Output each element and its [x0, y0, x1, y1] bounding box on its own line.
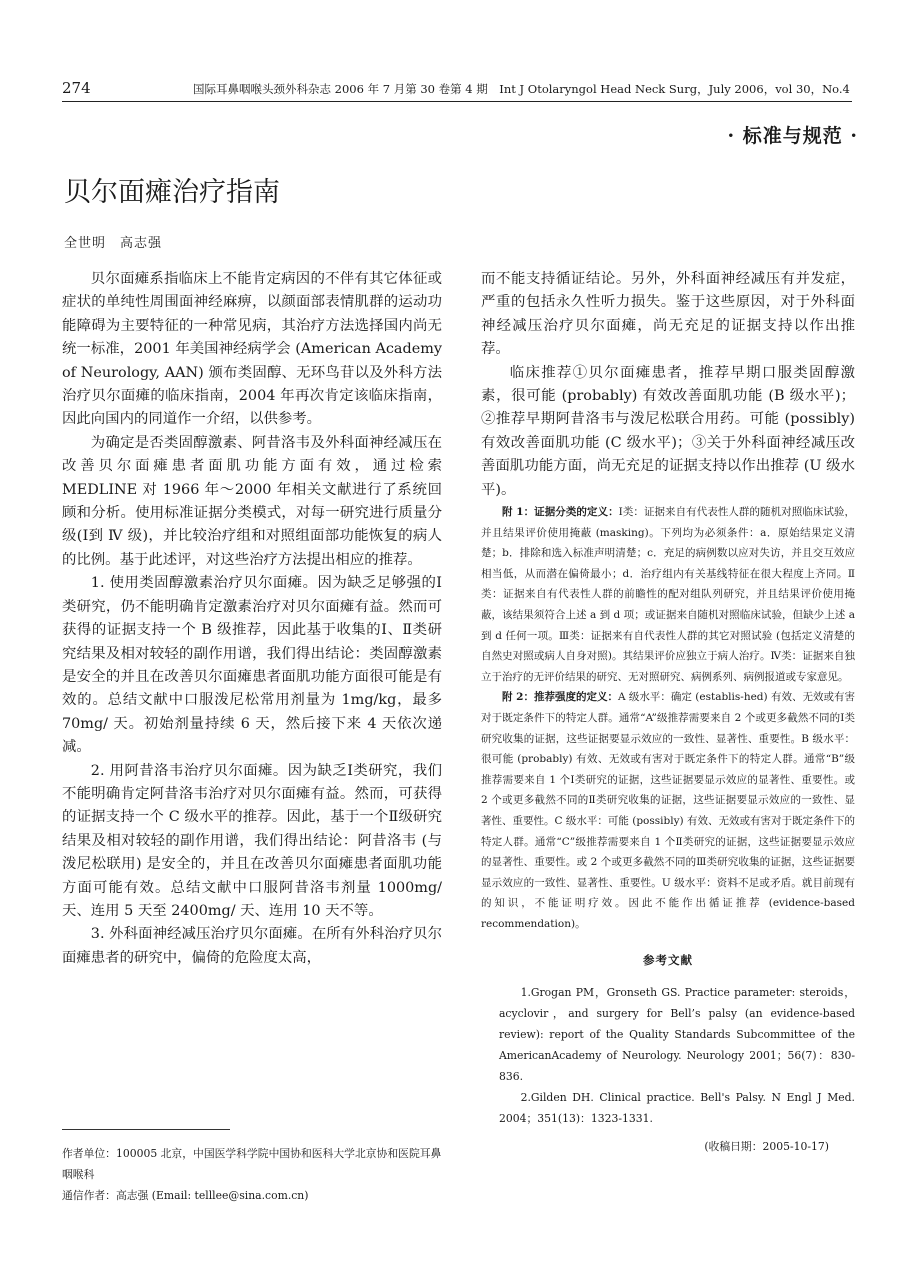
page-number: 274 [62, 79, 91, 97]
section-tag: · 标准与规范 · [727, 125, 858, 147]
received-date: (收稿日期：2005-10-17) [704, 1139, 829, 1153]
references-heading: 参考文献 [643, 952, 693, 967]
header-rule [62, 101, 852, 102]
footnote-affiliation: 作者单位：100005 北京，中国医学科学院中国协和医科大学北京协和医院耳鼻咽喉科 [62, 1147, 442, 1181]
reference-item: 2.Gilden DH. Clinical practice. Bell's Palsy. N Engl J Med. 2004；351(13)：1323-1331. [499, 1090, 855, 1125]
appendix-1 [481, 502, 855, 687]
article-authors: 全世明 高志强 [64, 236, 163, 251]
body-paragraph: 为确定是否类固醇激素、阿昔洛韦及外科面神经减压在改善贝尔面瘫患者面肌功能方面有效，通过检索 MEDLINE 对 1966 年～2000 年相关文献进行了系统回顾和分析。使用标准证据分类模式，对每一研究进行质量分级(Ⅰ到 Ⅳ 级)，并比较治疗组和对照组面部功能恢复的病人的比例。基于此述评，对这些治疗方法提出相应的推荐。 [62, 434, 442, 568]
appendix-2 [481, 687, 855, 934]
body-paragraph: 临床推荐①贝尔面瘫患者，推荐早期口服类固醇激素，很可能 (probably) 有效改善面肌功能 (B 级水平)；②推荐早期阿昔洛韦与泼尼松联合用药。可能 (possibly) 有效改善面肌功能 (C 级水平)；③关于外科面神经减压改善面肌功能方面，尚无充足的证据支持以作出推荐 (U 级水平)。 [481, 364, 855, 498]
body-paragraph: 1. 使用类固醇激素治疗贝尔面瘫。因为缺乏足够强的Ⅰ类研究，仍不能明确肯定激素治疗对贝尔面瘫有益。然而可获得的证据支持一个 B 级推荐，因此基于收集的Ⅰ、Ⅱ类研究结果及相对较轻的副作用谱，我们得出结论：类固醇激素是安全的并且在改善贝尔面瘫患者面肌功能方面很可能是有效的。总结文献中口服泼尼松常用剂量为 1mg/kg，最多 70mg/ 天。初始剂量持续 6 天，然后接下来 4 天依次递减。 [62, 575, 442, 756]
body-paragraph: 贝尔面瘫系指临床上不能肯定病因的不伴有其它体征或症状的单纯性周围面神经麻痹，以颜面部表情肌群的运动功能障碍为主要特征的一种常见病，其治疗方法选择国内尚无统一标准，2001 年美国神经病学会 (American Academy of Neurology, AAN) 颁布类固醇、无环鸟苷以及外科方法治疗贝尔面瘫的临床指南，2004 年再次肯定该临床指南，因此向国内的同道作一介绍，以供参考。 [62, 271, 442, 428]
body-paragraph: 3. 外科面神经减压治疗贝尔面瘫。在所有外科治疗贝尔面瘫患者的研究中，偏倚的危险度太高， [62, 926, 442, 966]
body-column-right [481, 268, 855, 1158]
reference-item: 1.Grogan PM，Gronseth GS. Practice parameter: steroids，acyclovir，and surgery for Bell’s palsy (an evidence-based review): report of the Quality Standards Subcommittee of the AmericanAcademy of Neurology. Neurology 2001；56(7)：830-836. [499, 985, 855, 1083]
footnote-rule [62, 1129, 230, 1130]
body-paragraph: 而不能支持循证结论。另外，外科面神经减压有并发症，严重的包括永久性听力损失。鉴于这些原因，对于外科面神经减压治疗贝尔面瘫，尚无充足的证据支持以作出推荐。 [481, 271, 855, 358]
appendix-1-label: 附 1：证据分类的定义： [502, 506, 619, 519]
appendix-2-label: 附 2：推荐强度的定义： [502, 691, 618, 704]
appendix-2-text: A 级水平：确定 (establis-hed) 有效、无效或有害对于既定条件下的特定人群。通常“A”级推荐需要来自 2 个或更多截然不同的Ⅰ类研究收集的证据，这些证据要显示效应的一致性、显著性、重要性。B 级水平：很可能 (probably) 有效、无效或有害对于既定条件下的特定人群。通常“B”级推荐需要来自 1 个Ⅰ类研究的证据，这些证据要显示效应的显著性、重要性。或 2 个或更多截然不同的Ⅱ类研究收集的证据，这些证据要显示效应的一致性、显著性、重要性。C 级水平：可能 (possibly) 有效、无效或有害对于既定条件下的特定人群。通常“C”级推荐需要来自 1 个Ⅱ类研究的证据，这些证据要显示效应的显著性、重要性。或 2 个或更多截然不同的Ⅲ类研究收集的证据，这些证据要显示效应的一致性、显著性、重要性。U 级水平：资料不足或矛盾。就目前现有的知识，不能证明疗效。因此不能作出循证推荐 (evidence-based recommendation)。 [481, 691, 855, 930]
article-title: 贝尔面瘫治疗指南 [64, 177, 280, 208]
body-column-left [62, 268, 442, 970]
body-paragraph: 2. 用阿昔洛韦治疗贝尔面瘫。因为缺乏Ⅰ类研究，我们不能明确肯定阿昔洛韦治疗对贝尔面瘫有益。然而，可获得的证据支持一个 C 级水平的推荐。因此，基于一个Ⅱ级研究结果及相对较轻的副作用谱，我们得出结论：阿昔洛韦 (与泼尼松联用) 是安全的，并且在改善贝尔面瘫患者面肌功能方面可能有效。总结文献中口服阿昔洛韦剂量 1000mg/ 天、连用 5 天至 2400mg/ 天、连用 10 天不等。 [62, 762, 442, 919]
running-head: 国际耳鼻咽喉头颈外科杂志 2006 年 7 月第 30 卷第 4 期 Int J Otolaryngol Head Neck Surg，July 2006，vol 30，No.4 [193, 82, 850, 96]
footnote-correspondence: 通信作者：高志强 (Email: telllee@sina.com.cn) [62, 1189, 309, 1202]
appendix-1-text: Ⅰ类：证据来自有代表性人群的随机对照临床试验，并且结果评价使用掩蔽 (masking)。下列均为必须条件：a．原始结果定义清楚；b．排除和选入标准声明清楚；c．充足的病例数以应对失访，并且交互效应相当低，从而潜在偏倚最小；d．治疗组内有关基线特征在很大程度上齐同。Ⅱ类：证据来自有代表性人群的前瞻性的配对组队列研究，并且结果评价使用掩蔽，该结果须符合上述 a 到 d 项；或证据来自随机对照临床试验，但缺少上述 a 到 d 任何一项。Ⅲ类：证据来有自代表性人群的其它对照试验 (包括定义清楚的自然史对照或病人自身对照)。其结果评价应独立于病人治疗。Ⅳ类：证据来自独立于治疗的无评价结果的研究、无对照研究、病例系列、病例报道或专家意见。 [481, 506, 855, 683]
